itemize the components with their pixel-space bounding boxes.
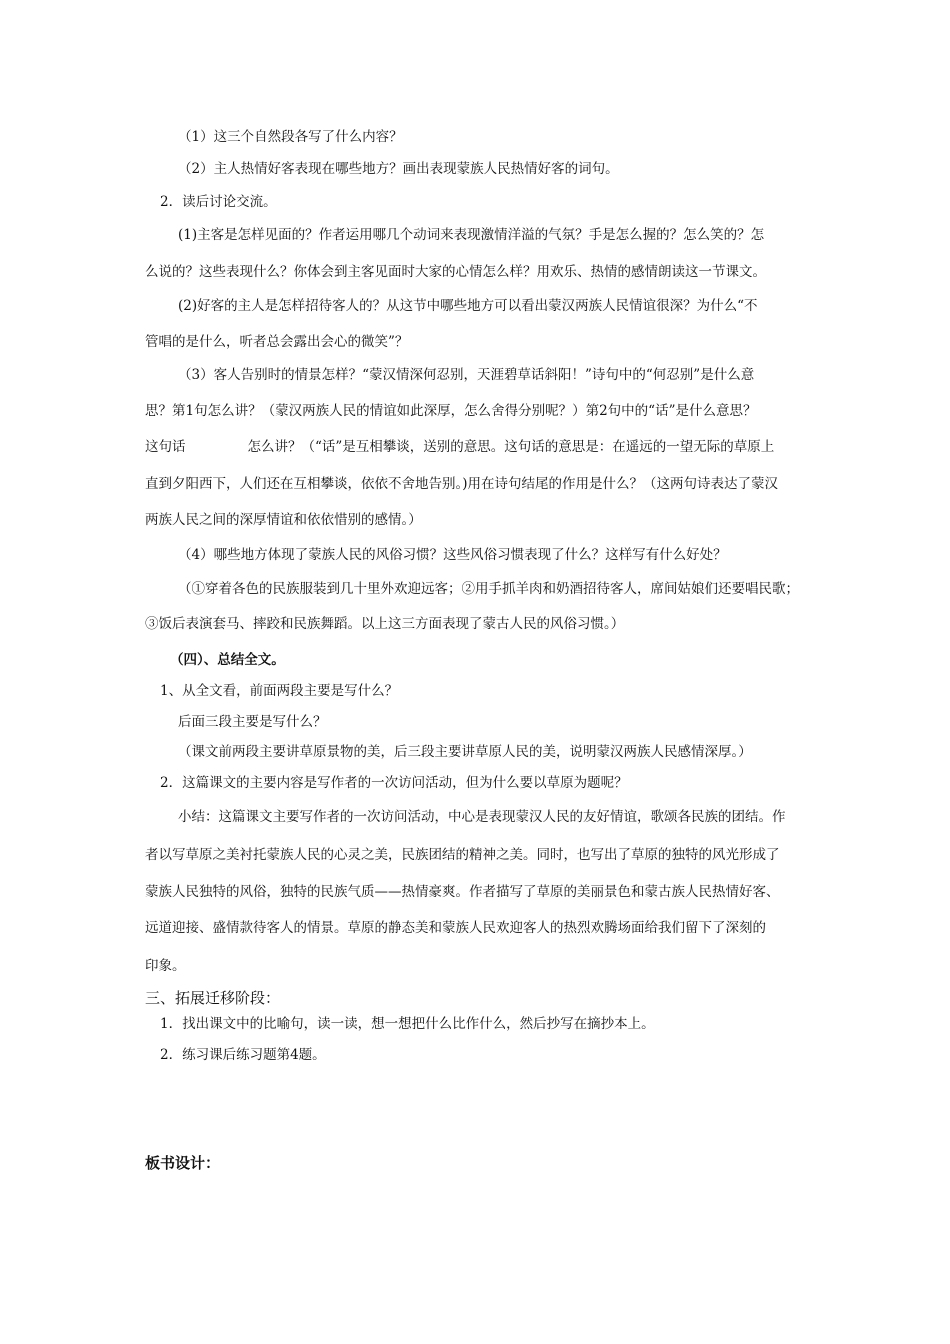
summary-answer-1: （课文前两段主要讲草原景物的美，后三段主要讲草原人民的美，说明蒙汉两族人民感情深厚。） (178, 744, 752, 760)
board-design-heading: 板书设计： (145, 1154, 221, 1172)
conclusion-line-2: 者以写草原之美衬托蒙族人民的心灵之美，民族团结的精神之美。同时，也写出了草原的独特的风光形成了 (145, 847, 780, 863)
paragraph-2-line-1: (2)好客的主人是怎样招待客人的？从这节中哪些地方可以看出蒙汉两族人民情谊很深？为什么“不 (178, 298, 758, 314)
paragraph-4-line-1: （4）哪些地方体现了蒙族人民的风俗习惯？这些风俗习惯表现了什么？这样写有什么好处？ (178, 547, 727, 563)
question-2-line: （2）主人热情好客表现在哪些地方？画出表现蒙族人民热情好客的词句。 (178, 161, 619, 177)
extension-item-1: 1．找出课文中的比喻句，读一读，想一想把什么比作什么，然后抄写在摘抄本上。 (160, 1016, 655, 1032)
conclusion-line-4: 远道迎接、盛情款待客人的情景。草原的静态美和蒙族人民欢迎客人的热烈欢腾场面给我们留下了深刻的 (145, 920, 766, 936)
conclusion-line-3: 蒙族人民独特的风俗，独特的民族气质——热情豪爽。作者描写了草原的美丽景色和蒙古族人民热情好客、 (145, 884, 780, 900)
paragraph-1-line-1: (1)主客是怎样见面的？作者运用哪几个动词来表现激情洋溢的气氛？手是怎么握的？怎么笑的？怎 (178, 227, 765, 243)
paragraph-3-line-3b: 怎么讲？（“话”是互相攀谈，送别的意思。这句话的意思是：在遥远的一望无际的草原上 (247, 439, 775, 455)
paragraph-3-line-3 (145, 437, 774, 457)
extension-item-2: 2．练习课后练习题第4题。 (160, 1047, 326, 1063)
paragraph-3-line-2: 思？第1句怎么讲？（蒙汉两族人民的情谊如此深厚，怎么舍得分别呢？）第2句中的“话”是什么意思？ (145, 403, 757, 419)
paragraph-4-line-3: ③饭后表演套马、摔跤和民族舞蹈。以上这三方面表现了蒙古人民的风俗习惯。） (145, 616, 625, 632)
section-3-heading: 三、拓展迁移阶段： (145, 989, 281, 1007)
question-1-line: （1）这三个自然段各写了什么内容？ (178, 129, 403, 145)
summary-question-1: 1、从全文看，前面两段主要是写什么？ (160, 683, 399, 699)
paragraph-4-line-2: （①穿着各色的民族服装到几十里外欢迎远客；②用手抓羊肉和奶酒招待客人，席间姑娘们还要唱民歌； (178, 581, 799, 597)
paragraph-2-line-2: 管唱的是什么，听者总会露出会心的微笑”？ (145, 334, 409, 350)
item-2-heading: 2．读后讨论交流。 (160, 194, 277, 210)
paragraph-1-line-2: 么说的？这些表现什么？你体会到主客见面时大家的心情怎么样？用欢乐、热情的感情朗读这一节课文。 (145, 264, 766, 280)
paragraph-3-line-5: 两族人民之间的深厚情谊和依依惜别的感情。） (145, 512, 422, 528)
conclusion-line-5: 印象。 (145, 958, 186, 974)
summary-question-1b: 后面三段主要是写什么？ (178, 714, 327, 730)
paragraph-3-line-4: 直到夕阳西下，人们还在互相攀谈，依依不舍地告别。)用在诗句结尾的作用是什么？（这两句诗表达了蒙汉 (145, 476, 779, 492)
paragraph-3-line-1: （3）客人告别时的情景怎样？“蒙汉情深何忍别，天涯碧草话斜阳！”诗句中的“何忍别”是什么意 (178, 367, 755, 383)
conclusion-line-1: 小结：这篇课文主要写作者的一次访问活动，中心是表现蒙汉人民的友好情谊，歌颂各民族的团结。作 (178, 809, 786, 825)
paragraph-3-line-3a: 这句话 (145, 439, 186, 455)
section-4-heading: （四）、总结全文。 (170, 652, 285, 668)
summary-question-2: 2．这篇课文的主要内容是写作者的一次访问活动，但为什么要以草原为题呢？ (160, 775, 628, 791)
